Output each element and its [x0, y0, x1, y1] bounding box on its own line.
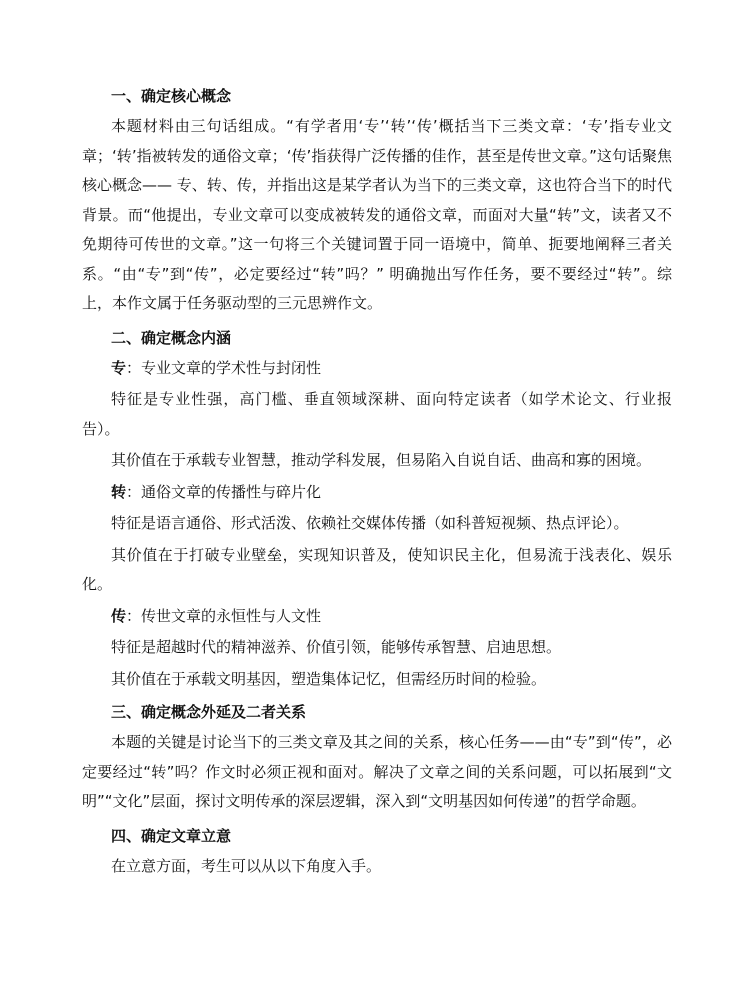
zhuan-professional-title [82, 354, 672, 384]
chuan-heritage-title [82, 602, 672, 632]
section-heading-concept-extension: 三、确定概念外延及二者关系 [111, 703, 307, 721]
zhuan-professional-label: 专 [111, 358, 127, 377]
zhuan-forwarded-title [82, 478, 672, 508]
paragraph-core-concept: 本题材料由三句话组成。“有学者用‘专’‘转’‘传’概括当下三类文章：‘专’指专业文章；‘转’指被转发的通俗文章；‘传’指获得广泛传播的佳作，甚至是传世文章。”这句话聚焦核心概念—— 专、转、传，并指出这是某学者认为当下的三类文章，这也符合当下的时代背景。而“他提出，专业文章可以变成被转发的通俗文章，而面对大量“转”文，读者又不免期待可传世的文章。”这一句将三个关键词置于同一语境中，简单、扼要地阐释三者关系。“由“专”到“传”，必定要经过“转”吗？” 明确抛出写作任务，要不要经过“转”。综上，本作文属于任务驱动型的三元思辨作文。 [82, 117, 672, 312]
zhuan-forwarded-value: 其价值在于打破专业壁垒，实现知识普及，使知识民主化，但易流于浅表化、娱乐化。 [82, 545, 672, 593]
chuan-heritage-label: 传 [111, 606, 127, 625]
section-heading-essay-theme: 四、确定文章立意 [111, 826, 232, 845]
paragraph-essay-theme: 在立意方面，考生可以从以下角度入手。 [111, 856, 382, 875]
zhuan-professional-value: 其价值在于承载专业智慧，推动学科发展，但易陷入自说自话、曲高和寡的困境。 [111, 451, 652, 469]
chuan-heritage-value: 其价值在于承载文明基因，塑造集体记忆，但需经历时间的检验。 [111, 669, 547, 688]
zhuan-forwarded-label: 转 [111, 482, 127, 501]
chuan-heritage-feature: 特征是超越时代的精神滋养、价值引领，能够传承智慧、启迪思想。 [111, 638, 562, 656]
zhuan-forwarded-title-text: ：通俗文章的传播性与碎片化 [126, 482, 322, 501]
section-heading-core-concept: 一、确定核心概念 [111, 87, 232, 105]
paragraph-concept-extension: 本题的关键是讨论当下的三类文章及其之间的关系，核心任务——由“专”到“传”，必定要经过“转”吗？作文时必须正视和面对。解决了文章之间的关系问题，可以拓展到“文明”“文化”层面，探讨文明传承的深层逻辑，深入到“文明基因如何传递”的哲学命题。 [82, 733, 672, 810]
section-heading-concept-connotation: 二、确定概念内涵 [111, 328, 232, 347]
document-body [82, 80, 672, 884]
chuan-heritage-title-text: ：传世文章的永恒性与人文性 [126, 606, 322, 625]
zhuan-forwarded-feature: 特征是语言通俗、形式活泼、依赖社交媒体传播（如科普短视频、热点评论）。 [111, 514, 629, 532]
zhuan-professional-title-text: ：专业文章的学术性与封闭性 [126, 358, 322, 377]
zhuan-professional-feature: 特征是专业性强，高门槛、垂直领域深耕、面向特定读者（如学术论文、行业报告）。 [82, 390, 672, 438]
